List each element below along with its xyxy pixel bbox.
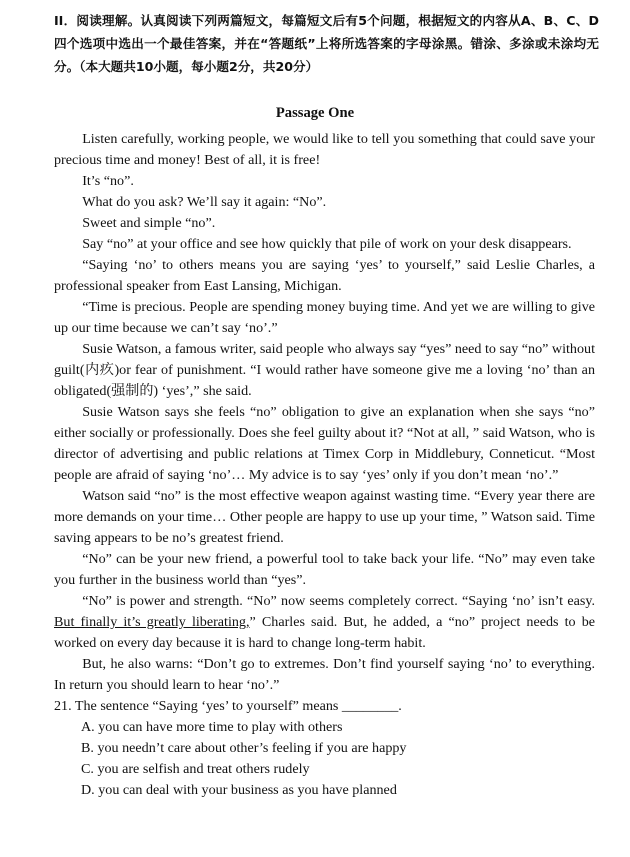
paragraph: “Saying ‘no’ to others means you are saying ‘yes’ to yourself,” said Leslie Charles, a professional speaker from East Lansing, Michigan. — [54, 257, 595, 294]
option-c: C. you are selfish and treat others rudely — [81, 761, 310, 777]
paragraph-with-underline — [54, 591, 595, 654]
section-instructions: II．阅读理解。认真阅读下列两篇短文，每篇短文后有5个问题，根据短文的内容从A、B、C、D四个选项中选出一个最佳答案，并在“答题纸”上将所选答案的字母涂黑。错涂、多涂或未涂均无分。（本大题共10小题，每小题2分，共20分） — [54, 13, 599, 74]
question-stem: 21. The sentence “Saying ‘yes’ to yourself” means ________. — [54, 698, 402, 714]
paragraph: Listen carefully, working people, we would like to tell you something that could save your precious time and money! Best of all, it is free! — [54, 131, 595, 168]
paragraph: Susie Watson says she feels “no” obligation to give an explanation when she says “no” either socially or professionally. Does she feel guilty about it? “Not at all, ” said Watson, who is director of advertising and public relations at Timex Corp in Middlebury, Conneticut. “Most people are afraid of saying ‘no’… My advice is to say ‘yes’ only if you don’t mean ‘no’.” — [54, 404, 595, 483]
option-d: D. you can deal with your business as you have planned — [81, 782, 397, 798]
option-b: B. you needn’t care about other’s feeling if you are happy — [81, 740, 407, 756]
paragraph: What do you ask? We’ll say it again: “No”. — [82, 194, 327, 210]
text-before-underline: “No” is power and strength. “No” now seems completely correct. “Saying ‘no’ isn’t easy. — [82, 593, 595, 609]
paragraph: “Time is precious. People are spending money buying time. And yet we are willing to give up our time because we can’t say ‘no’.” — [54, 299, 595, 336]
paragraph: Susie Watson, a famous writer, said people who always say “yes” need to say “no” without guilt(内疚)or fear of punishment. “I would rather have someone give me a loving ‘no’ than an obligated(强制的) ‘yes’,” she said. — [54, 341, 595, 399]
passage-title: Passage One — [275, 105, 355, 121]
underlined-sentence: But finally it’s greatly liberating, — [54, 614, 250, 630]
paragraph: “No” can be your new friend, a powerful tool to take back your life. “No” may even take you further in the business world than “yes”. — [54, 551, 595, 588]
paragraph: Sweet and simple “no”. — [82, 215, 216, 231]
paragraph: But, he also warns: “Don’t go to extremes. Don’t find yourself saying ‘no’ to everything. In return you should learn to hear ‘no’.” — [54, 656, 595, 693]
option-a: A. you can have more time to play with others — [81, 719, 343, 735]
paragraph: Say “no” at your office and see how quickly that pile of work on your desk disappears. — [82, 236, 572, 252]
text-after-underline: ” Charles said. But, he added, a “no” project needs to be worked on every day because it is hard to change long-term habit. — [54, 614, 596, 651]
paragraph: It’s “no”. — [82, 173, 134, 189]
passage-body — [54, 129, 595, 801]
paragraph: Watson said “no” is the most effective weapon against wasting time. “Every year there are more demands on your time… Other people are happy to use up your time, ” Watson said. Time saving appears to be no’s greatest friend. — [54, 488, 595, 546]
